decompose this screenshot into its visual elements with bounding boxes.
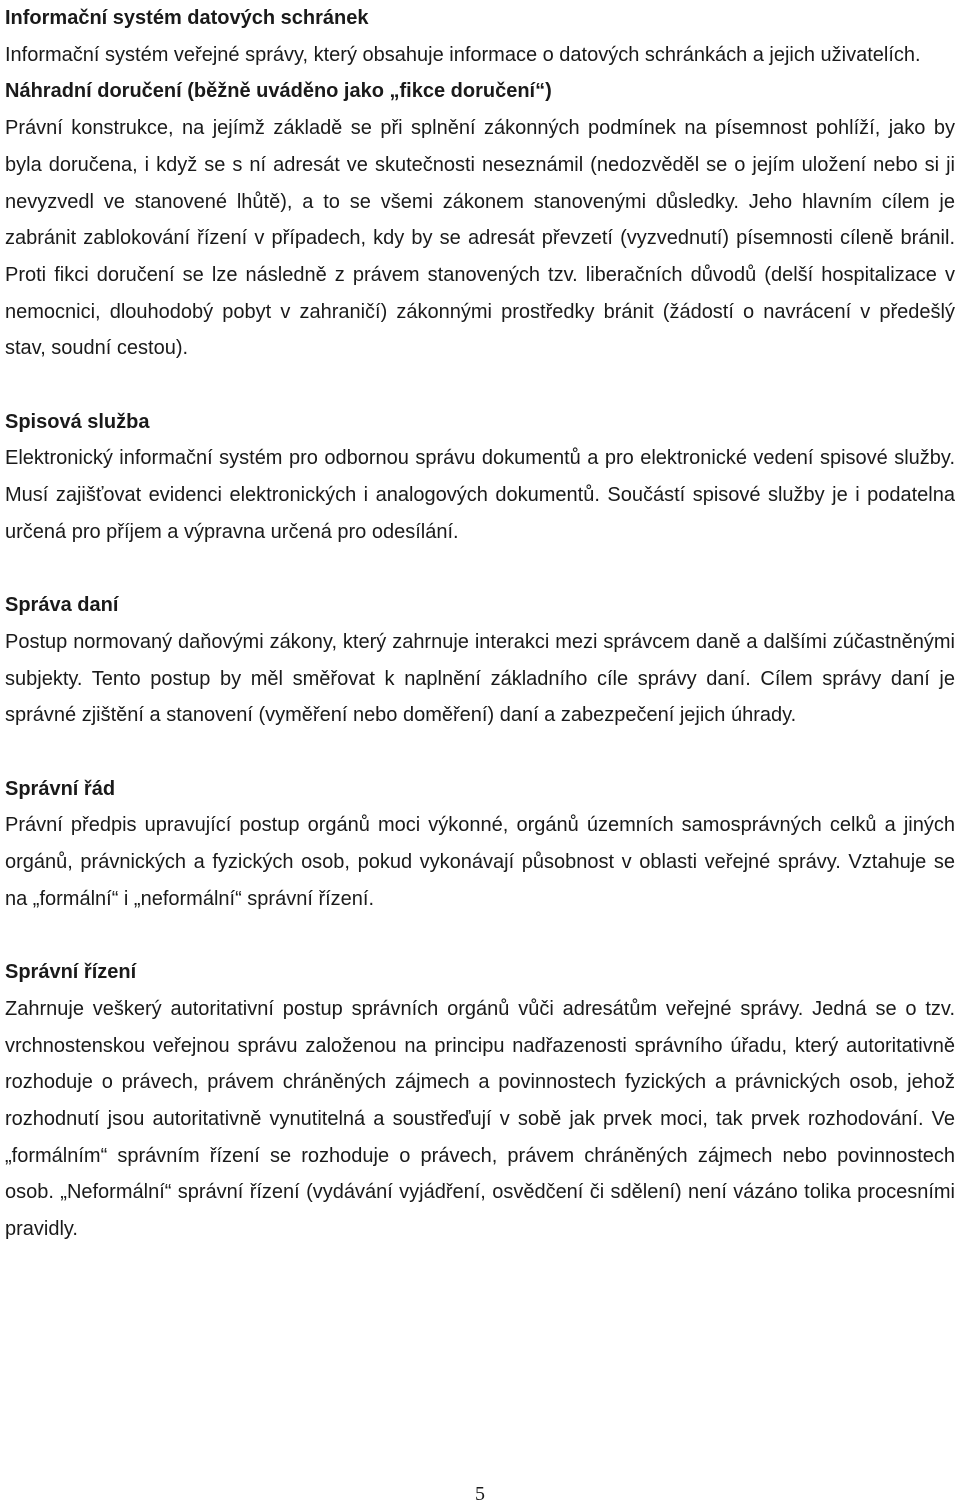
entry-definition: Zahrnuje veškerý autoritativní postup správních orgánů vůči adresátům veřejné správy. Jedná se o tzv. vrchnostenskou veřejnou správu založenou na principu nadřazenosti správního úřadu, který autoritativně rozhoduje o právech, právem chráněných zájmech a povinnostech fyzických a právnických osob, jehož rozhodnutí jsou autoritativně vynutitelná a soustřeďují v sobě jak prvek moci, tak prvek rozhodování. Ve „formálním“ správním řízení se rozhoduje o právech, právem chráněných zájmech nebo povinnostech osob. „Neformální“ správní řízení (vydávání vyjádření, osvědčení či sdělení) není vázáno tolika procesními pravidly. <box>5 997 955 1241</box>
glossary-entry-datove-schranky <box>5 0 955 73</box>
page-number: 5 <box>475 1483 485 1505</box>
entry-definition: Elektronický informační systém pro odbornou správu dokumentů a pro elektronické vedení spisové služby. Musí zajišťovat evidenci elektronických i analogových dokumentů. Součástí spisové služby je i podatelna určená pro příjem a výpravna určená pro odesílání. <box>5 447 955 543</box>
entry-term: Informační systém datových schránek <box>5 7 369 29</box>
glossary-entry-spravni-rizeni <box>5 954 955 1248</box>
paragraph-gap <box>5 551 955 588</box>
entry-term: Správa daní <box>5 594 119 617</box>
paragraph-gap <box>5 918 955 955</box>
entry-definition: Právní předpis upravující postup orgánů moci výkonné, orgánů územních samosprávných celků a jiných orgánů, právnických a fyzických osob, pokud vykonávají působnost v oblasti veřejné správy. Vztahuje se na „formální“ i „neformální“ správní řízení. <box>5 814 955 910</box>
entry-term: Správní řízení <box>5 961 137 984</box>
glossary-entry-nahradni-doruceni <box>5 73 955 367</box>
paragraph-gap <box>5 367 955 404</box>
entry-term: Správní řád <box>5 777 116 800</box>
document-page <box>5 0 955 1248</box>
glossary-entry-spisova-sluzba <box>5 404 955 551</box>
glossary-entry-sprava-dani <box>5 587 955 734</box>
entry-definition: Právní konstrukce, na jejímž základě se při splnění zákonných podmínek na písemnost pohlíží, jako by byla doručena, i když se s ní adresát ve skutečnosti neseznámil (nedozvěděl se o jejím uložení nebo si ji nevyzvedl ve stanovené lhůtě), a to se všemi zákonem stanovenými důsledky. Jeho hlavním cílem je zabránit zablokování řízení v případech, kdy by se adresát převzetí (vyzvednutí) písemnosti cíleně bránil. Proti fikci doručení se lze následně z právem stanovených tzv. liberačních důvodů (delší hospitalizace v nemocnici, dlouhodobý pobyt v zahraničí) zákonnými prostředky bránit (žádostí o navrácení v předešlý stav, soudní cestou). <box>5 117 955 360</box>
paragraph-gap <box>5 734 955 771</box>
glossary-entry-spravni-rad <box>5 771 955 918</box>
entry-term: Spisová služba <box>5 410 150 433</box>
entry-definition: Informační systém veřejné správy, který obsahuje informace o datových schránkách a jejich uživatelích. <box>5 43 921 66</box>
entry-definition: Postup normovaný daňovými zákony, který zahrnuje interakci mezi správcem daně a dalšími zúčastněnými subjekty. Tento postup by měl směřovat k naplnění základního cíle správy daní. Cílem správy daní je správné zjištění a stanovení (vyměření nebo doměření) daní a zabezpečení jejich úhrady. <box>5 630 955 727</box>
entry-term: Náhradní doručení (běžně uváděno jako „fikce doručení“) <box>5 80 552 103</box>
